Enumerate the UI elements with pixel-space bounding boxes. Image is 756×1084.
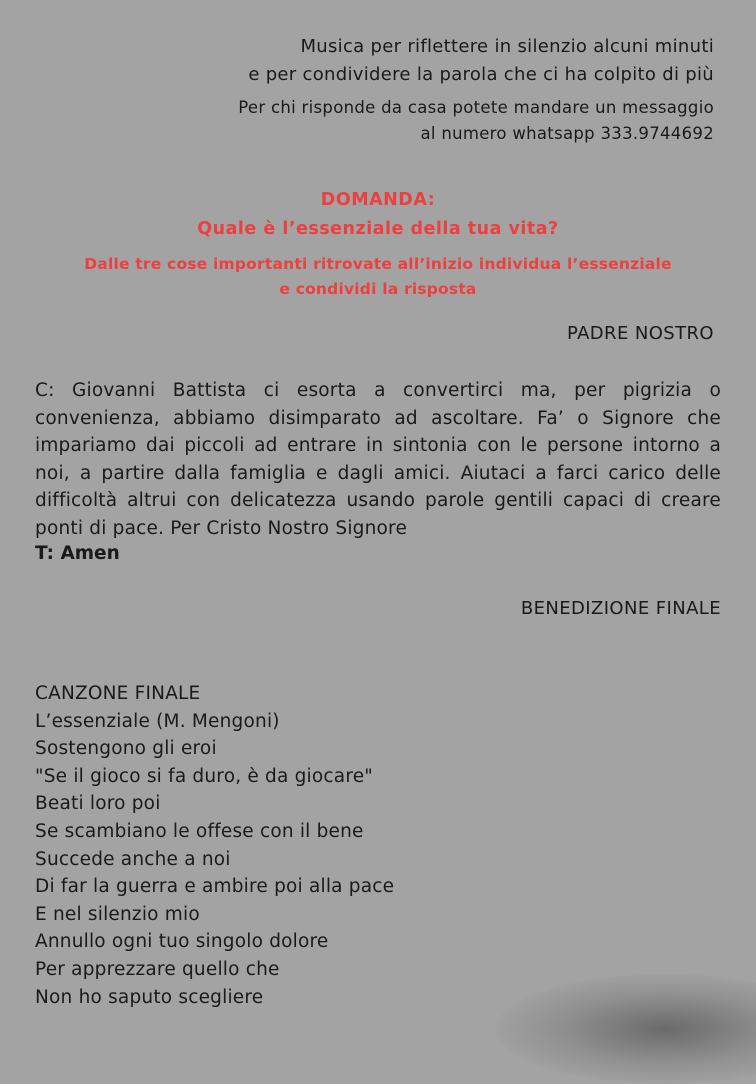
- question-label: DOMANDA:: [320, 190, 436, 210]
- song-line: "Se il gioco si fa duro, è da giocare": [35, 765, 374, 787]
- song-line: E nel silenzio mio: [35, 903, 200, 925]
- song-line: Succede anche a noi: [35, 848, 231, 870]
- question-text: Quale è l’essenziale della tua vita?: [197, 219, 559, 239]
- intro-line-4: al numero whatsapp 333.9744692: [420, 124, 714, 143]
- song-line: Beati loro poi: [35, 793, 161, 815]
- prayer-response: T: Amen: [35, 543, 120, 564]
- question-instruction-2: e condividi la risposta: [279, 280, 477, 298]
- song-line: Sostengono gli eroi: [35, 738, 217, 760]
- song-line: Non ho saputo scegliere: [35, 986, 264, 1008]
- prayer-text: C: Giovanni Battista ci esorta a convertirci ma, per pigrizia o convenienza, abbiamo disimparato ad ascoltare. Fa’ o Signore che impariamo dai piccoli ad entrare in sintonia con le persone intorno a noi, a partire dalla famiglia e dagli amici. Aiutaci a farci carico delle difficoltà altrui con delicatezza usando parole gentili capaci di creare ponti di pace. Per Cristo Nostro Signore: [35, 380, 721, 539]
- song-title: L’essenziale (M. Mengoni): [35, 710, 280, 732]
- song-line: Se scambiano le offese con il bene: [35, 820, 364, 842]
- intro-line-2: e per condividere la parola che ci ha colpito di più: [248, 64, 714, 85]
- song-line: Annullo ogni tuo singolo dolore: [35, 931, 329, 953]
- question-instruction-1: Dalle tre cose importanti ritrovate all’inizio individua l’essenziale: [84, 255, 672, 273]
- song-line: Di far la guerra e ambire poi alla pace: [35, 876, 395, 898]
- padre-nostro-heading: PADRE NOSTRO: [566, 323, 714, 344]
- corner-shadow: [496, 974, 756, 1084]
- song-line: Per apprezzare quello che: [35, 958, 280, 980]
- benedizione-heading: BENEDIZIONE FINALE: [520, 598, 721, 619]
- intro-line-3: Per chi risponde da casa potete mandare un messaggio: [238, 98, 714, 117]
- intro-line-1: Musica per riflettere in silenzio alcuni minuti: [300, 36, 714, 57]
- song-section: [35, 680, 394, 1011]
- song-heading: CANZONE FINALE: [35, 683, 201, 704]
